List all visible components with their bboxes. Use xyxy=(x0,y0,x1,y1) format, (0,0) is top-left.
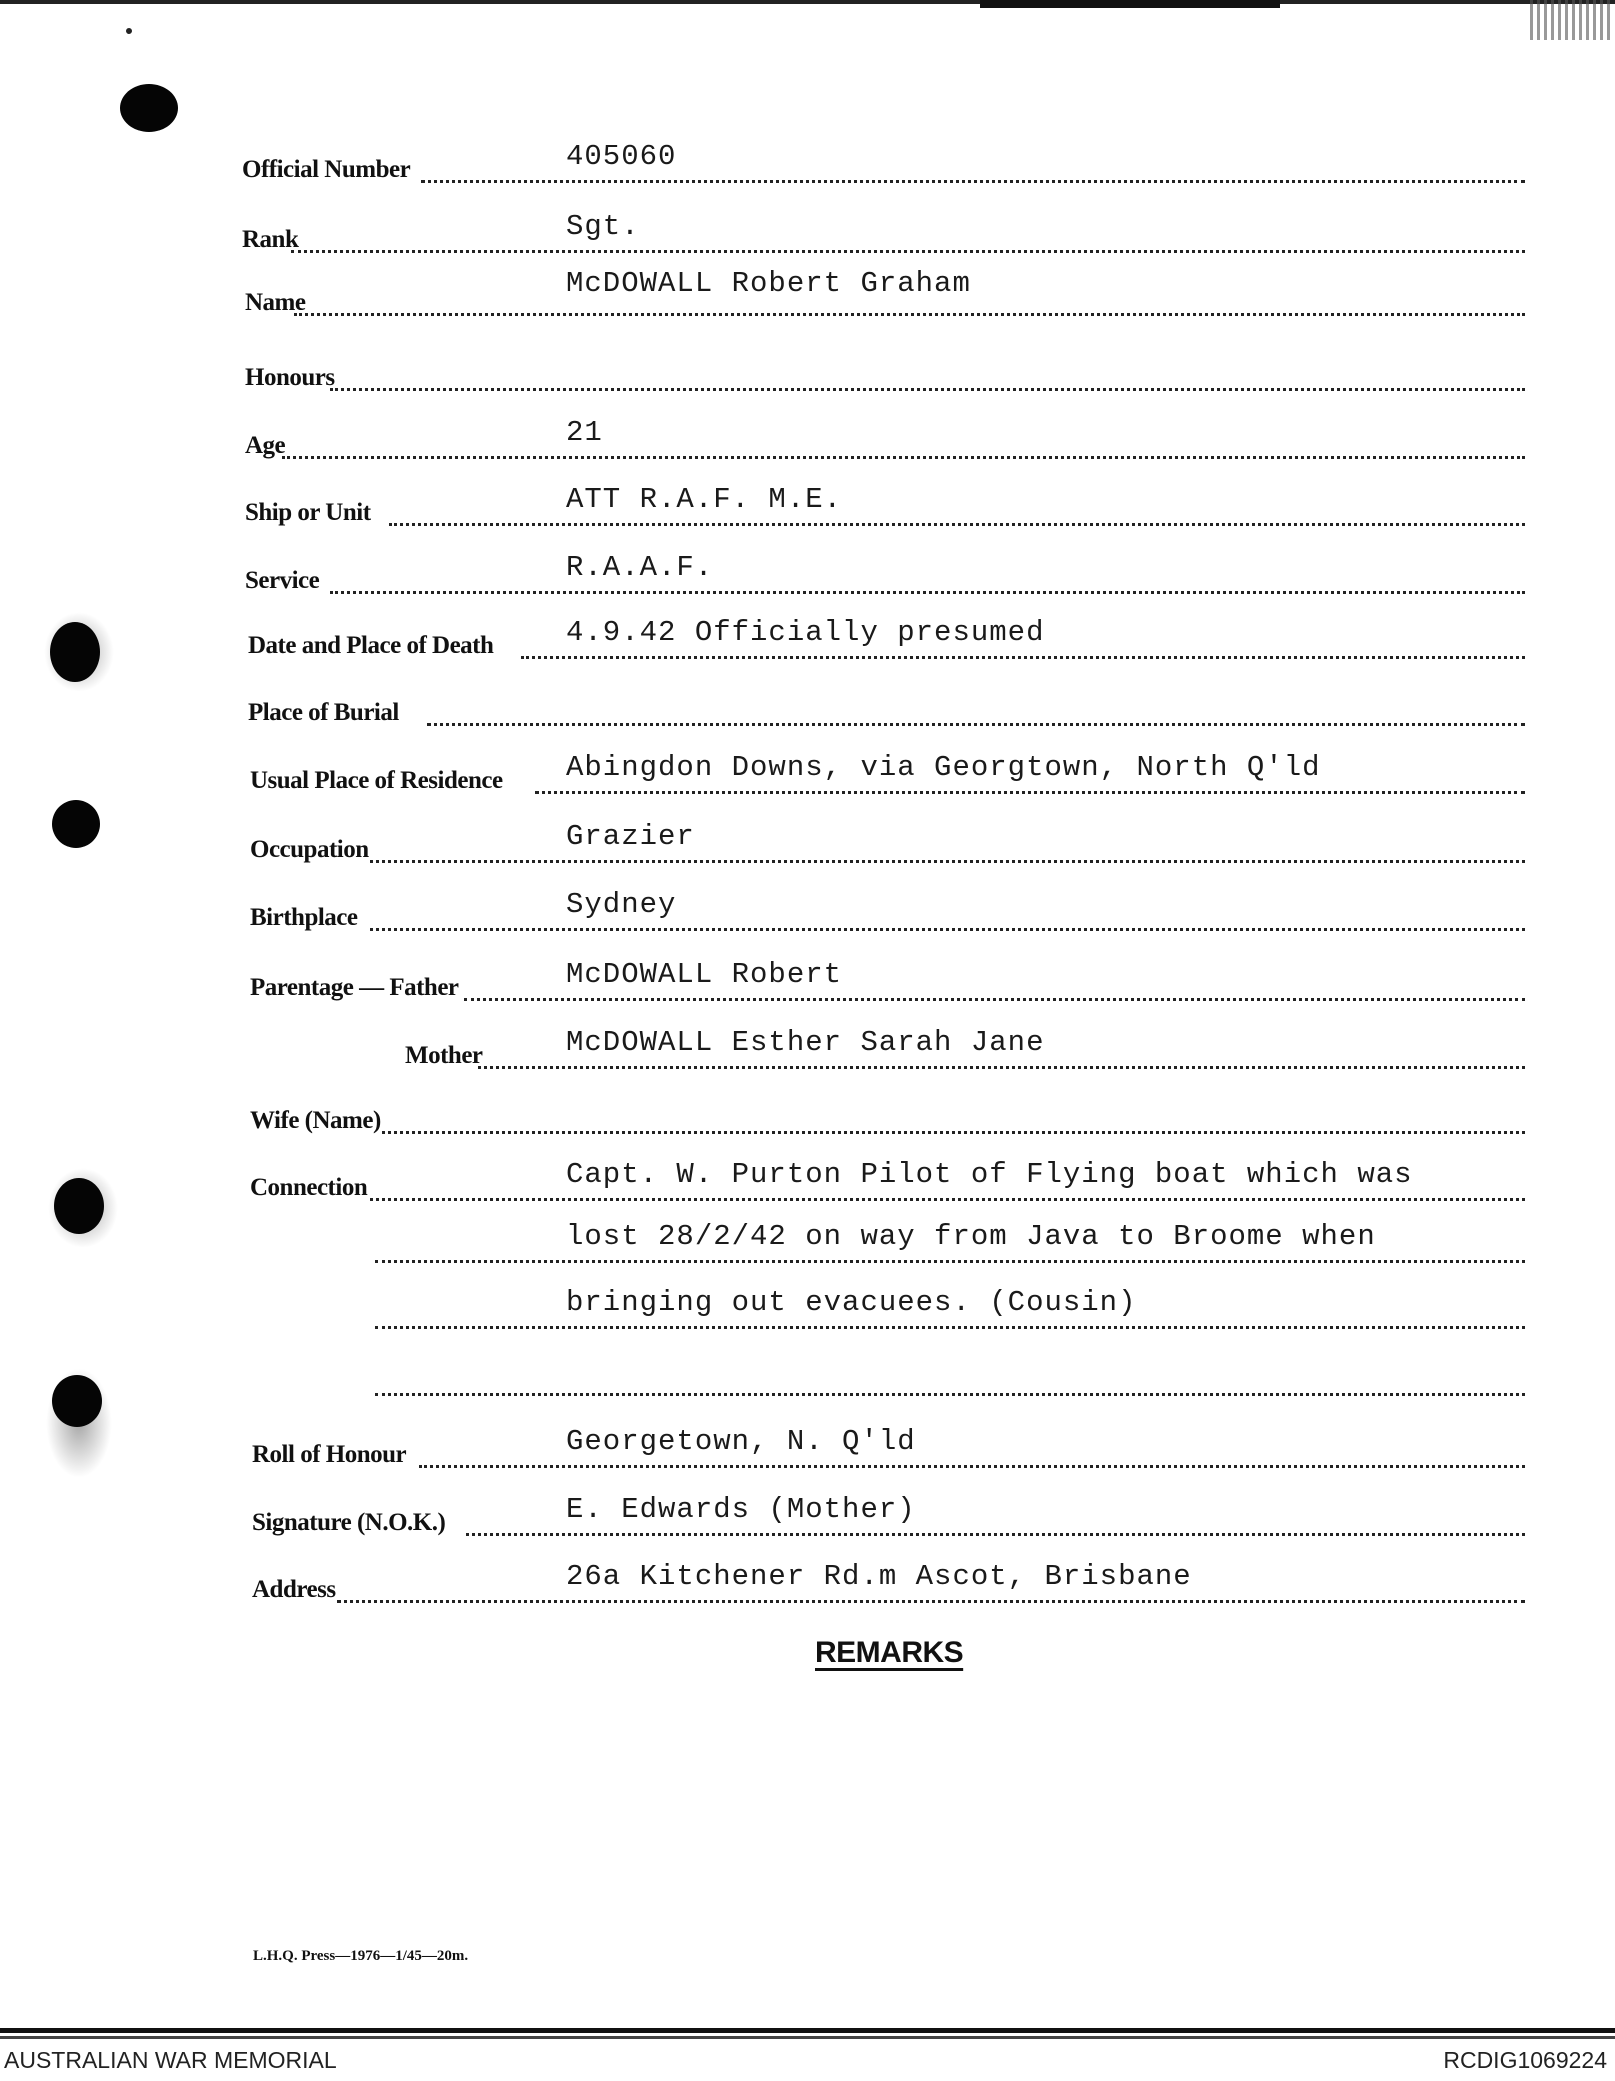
field-label: Connection xyxy=(250,1174,368,1201)
dotted-leader xyxy=(370,860,1525,863)
field-label: Date and Place of Death xyxy=(248,632,494,659)
field-label: Ship or Unit xyxy=(245,499,371,526)
field-label: Name xyxy=(245,289,306,316)
dotted-leader xyxy=(330,591,1525,594)
field-label: Address xyxy=(252,1576,336,1603)
field-row-service xyxy=(0,551,1615,613)
field-value: 26a Kitchener Rd.m Ascot, Brisbane xyxy=(566,1560,1192,1593)
field-value: ATT R.A.F. M.E. xyxy=(566,483,843,516)
remarks-heading: REMARKS xyxy=(815,1636,964,1669)
field-value: lost 28/2/42 on way from Java to Broome when xyxy=(566,1220,1376,1253)
dotted-leader xyxy=(478,1066,1525,1069)
dotted-leader xyxy=(370,1198,1525,1201)
field-row-birthplace xyxy=(0,888,1615,950)
dotted-leader xyxy=(427,723,1525,726)
field-row-ship-or-unit xyxy=(0,483,1615,545)
field-value: E. Edwards (Mother) xyxy=(566,1493,916,1526)
field-value: McDOWALL Esther Sarah Jane xyxy=(566,1026,1045,1059)
field-label: Usual Place of Residence xyxy=(250,767,503,794)
field-row-occupation xyxy=(0,820,1615,882)
field-label: Wife (Name) xyxy=(250,1107,381,1134)
dotted-leader xyxy=(370,928,1525,931)
field-value: bringing out evacuees. (Cousin) xyxy=(566,1286,1137,1319)
field-row-rank xyxy=(0,210,1615,272)
field-row-wife xyxy=(0,1103,1615,1153)
scan-top-edge xyxy=(0,0,1615,4)
dotted-leader xyxy=(375,1326,1525,1329)
field-label: Service xyxy=(245,567,320,594)
field-row-mother xyxy=(0,1026,1615,1088)
dotted-leader xyxy=(382,1131,1525,1134)
dotted-leader xyxy=(389,523,1525,526)
field-label: Official Number xyxy=(242,156,411,183)
field-row-date-place-death xyxy=(0,616,1615,678)
field-value: 21 xyxy=(566,416,603,449)
field-label: Roll of Honour xyxy=(252,1441,407,1468)
field-value: Grazier xyxy=(566,820,695,853)
field-value: 405060 xyxy=(566,140,677,173)
field-value: Sgt. xyxy=(566,210,640,243)
archive-name: AUSTRALIAN WAR MEMORIAL xyxy=(4,2047,337,2073)
field-label: Mother xyxy=(405,1042,483,1069)
field-row-address xyxy=(0,1560,1615,1622)
field-value: R.A.A.F. xyxy=(566,551,714,584)
dotted-leader xyxy=(535,791,1525,794)
field-row-usual-residence xyxy=(0,751,1615,813)
field-row-honours xyxy=(0,360,1615,410)
field-label: Birthplace xyxy=(250,904,358,931)
field-label: Honours xyxy=(245,364,335,391)
scan-speck xyxy=(126,28,132,34)
scan-top-mark xyxy=(980,0,1280,8)
archive-reference: RCDIG1069224 xyxy=(1443,2047,1607,2073)
field-value: Abingdon Downs, via Georgtown, North Q'ld xyxy=(566,751,1321,784)
field-row-father xyxy=(0,958,1615,1020)
field-row-connection xyxy=(0,1158,1615,1220)
field-row-place-of-burial xyxy=(0,695,1615,745)
dotted-leader xyxy=(521,656,1525,659)
field-row-age xyxy=(0,416,1615,478)
dotted-leader xyxy=(466,1533,1525,1536)
dotted-leader xyxy=(419,1465,1525,1468)
field-value: McDOWALL Robert Graham xyxy=(566,267,971,300)
scan-bottom-edge-inner xyxy=(0,2036,1615,2039)
field-label: Age xyxy=(245,432,286,459)
field-label: Signature (N.O.K.) xyxy=(252,1509,446,1536)
field-value: Georgetown, N. Q'ld xyxy=(566,1425,916,1458)
field-row-roll-of-honour xyxy=(0,1425,1615,1487)
field-label: Occupation xyxy=(250,836,369,863)
field-row-official-number xyxy=(0,140,1615,202)
field-value: McDOWALL Robert xyxy=(566,958,843,991)
field-value: Capt. W. Purton Pilot of Flying boat which was xyxy=(566,1158,1413,1191)
dotted-leader xyxy=(330,388,1525,391)
dotted-leader xyxy=(294,313,1525,316)
field-row-connection-3 xyxy=(0,1286,1615,1348)
printer-note: L.H.Q. Press—1976—1/45—20m. xyxy=(253,1948,469,1964)
dotted-leader xyxy=(282,456,1525,459)
scan-corner-artifact xyxy=(1530,0,1610,40)
punch-hole xyxy=(120,84,178,132)
dotted-leader xyxy=(337,1600,1525,1603)
field-row-signature xyxy=(0,1493,1615,1555)
field-row-connection-2 xyxy=(0,1220,1615,1282)
field-row-connection-4 xyxy=(0,1365,1615,1415)
dotted-leader xyxy=(375,1260,1525,1263)
field-value: 4.9.42 Officially presumed xyxy=(566,616,1045,649)
dotted-leader xyxy=(291,250,1525,253)
scan-bottom-edge xyxy=(0,2028,1615,2033)
field-label: Parentage — Father xyxy=(250,974,459,1001)
field-row-name xyxy=(0,267,1615,335)
dotted-leader xyxy=(464,998,1525,1001)
dotted-leader xyxy=(375,1393,1525,1396)
field-label: Place of Burial xyxy=(248,699,399,726)
field-label: Rank xyxy=(242,226,299,253)
field-value: Sydney xyxy=(566,888,677,921)
dotted-leader xyxy=(421,180,1525,183)
